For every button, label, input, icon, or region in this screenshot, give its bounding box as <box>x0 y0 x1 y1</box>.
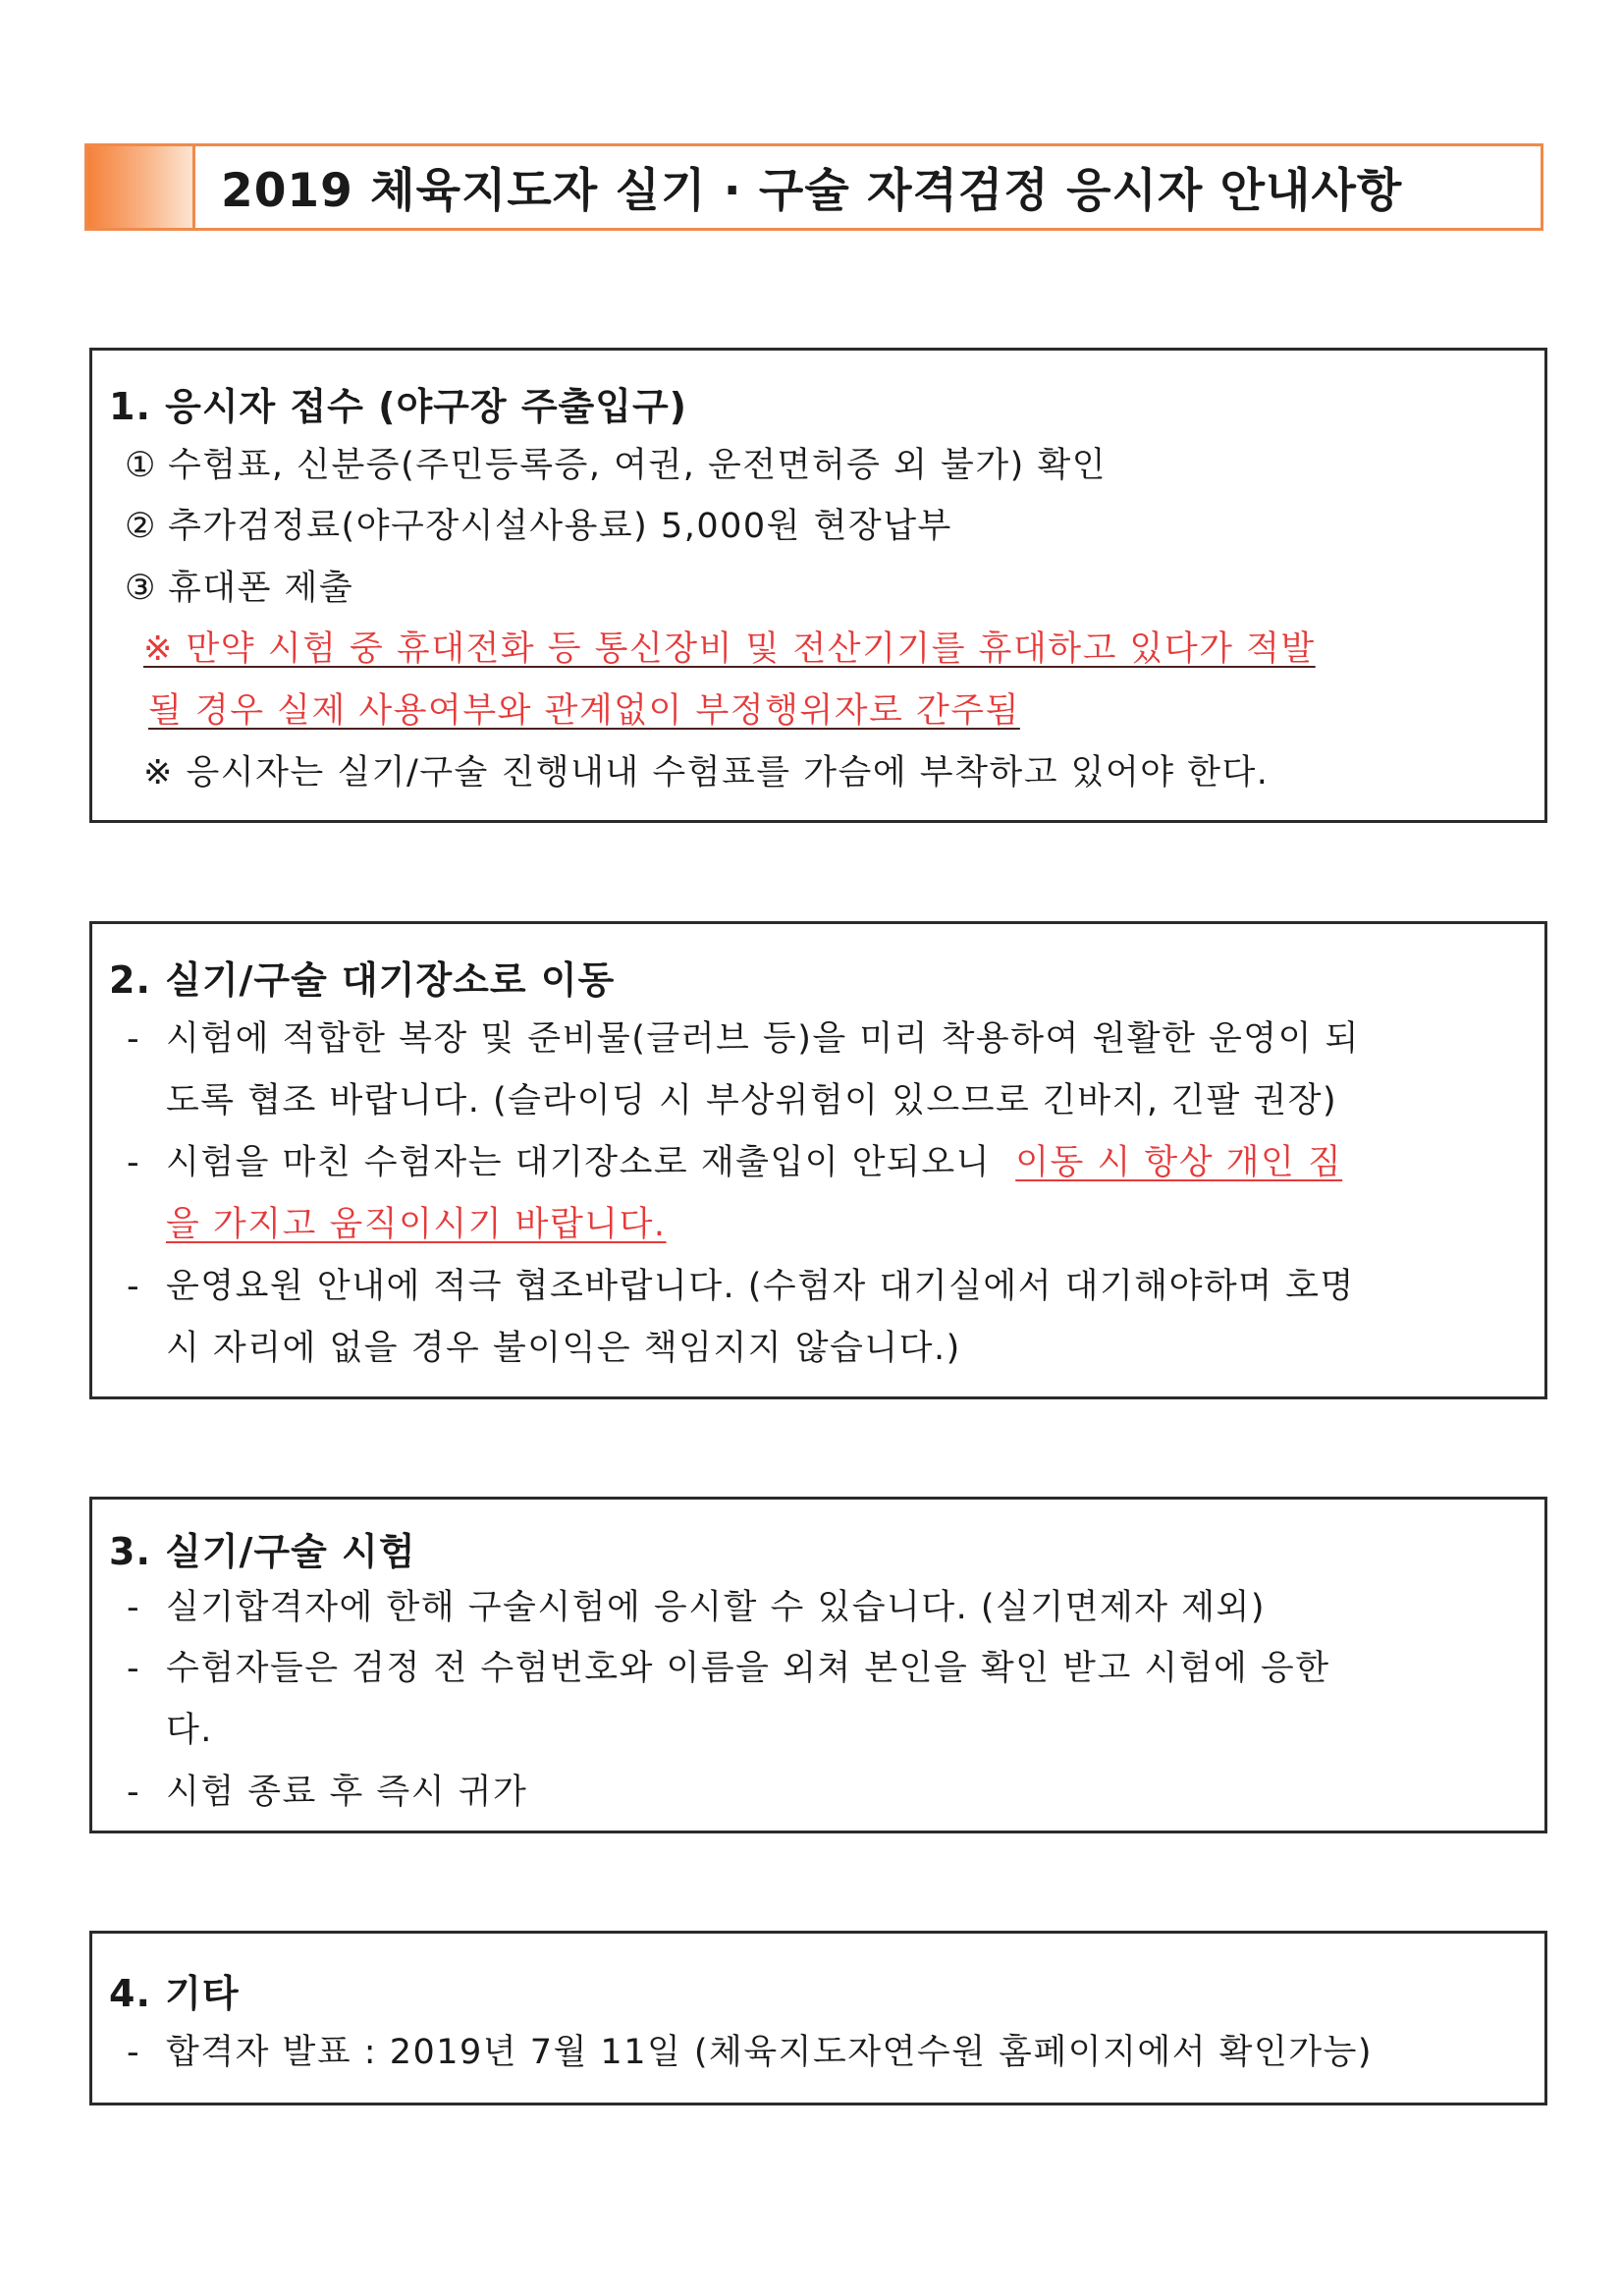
item-marker: ① <box>125 446 157 485</box>
bullet-dash: - <box>127 1019 141 1059</box>
item-text: 시험 종료 후 즉시 귀가 <box>166 1773 528 1812</box>
item-text: 수험표, 신분증(주민등록증, 여권, 운전면허증 외 불가) 확인 <box>168 446 1108 485</box>
bullet-dash: - <box>127 1143 141 1182</box>
item-text: 추가검정료(야구장시설사용료) 5,000원 현장납부 <box>168 507 952 546</box>
item-text: 시험에 적합한 복장 및 준비물(글러브 등)을 미리 착용하여 원활한 운영이 되 <box>166 1019 1360 1059</box>
list-item <box>127 1262 1355 1311</box>
item-text: 합격자 발표 : 2019년 7월 11일 (체육지도자연수원 홈페이지에서 확인가능) <box>166 2033 1374 2072</box>
list-item-continuation <box>166 1200 667 1249</box>
bullet-dash: - <box>127 1773 141 1812</box>
warning-line <box>143 625 1316 674</box>
item-text: 시험을 마친 수험자는 대기장소로 재출입이 안되오니 <box>166 1143 991 1182</box>
note-text: ※ 응시자는 실기/구술 진행내내 수험표를 가슴에 부착하고 있어야 한다. <box>143 753 1270 793</box>
list-item <box>125 502 952 551</box>
list-item <box>127 1138 1342 1187</box>
section-exam <box>89 1497 1547 1833</box>
list-item <box>127 1768 527 1817</box>
item-text: 시 자리에 없을 경우 불이익은 책임지지 않습니다.) <box>166 1329 961 1368</box>
item-text: 운영요원 안내에 적극 협조바랍니다. (수험자 대기실에서 대기해야하며 호명 <box>166 1267 1355 1306</box>
item-text: 휴대폰 제출 <box>168 569 354 608</box>
item-text: 도록 협조 바랍니다. (슬라이딩 시 부상위험이 있으므로 긴바지, 긴팔 권장) <box>166 1081 1338 1121</box>
list-item <box>127 1583 1266 1632</box>
bullet-dash: - <box>127 1588 141 1627</box>
list-item <box>127 2028 1373 2077</box>
section-heading: 3. 실기/구술 시험 <box>109 1530 416 1573</box>
note-line <box>143 748 1269 797</box>
title-banner <box>84 143 1543 231</box>
list-item <box>125 564 353 613</box>
bullet-dash: - <box>127 2033 141 2072</box>
list-item <box>125 441 1107 490</box>
item-text: 실기합격자에 한해 구술시험에 응시할 수 있습니다. (실기면제자 제외) <box>166 1588 1266 1627</box>
section-registration <box>89 348 1547 823</box>
item-marker: ② <box>125 507 157 546</box>
highlight-text: 이동 시 항상 개인 짐 <box>1015 1143 1343 1182</box>
title-accent-block <box>87 146 195 228</box>
list-item-continuation <box>166 1706 213 1755</box>
page-title: 2019 체육지도자 실기 · 구술 자격검정 응시자 안내사항 <box>221 164 1403 218</box>
list-item <box>127 1014 1360 1064</box>
bullet-dash: - <box>127 1267 141 1306</box>
warning-text: 될 경우 실제 사용여부와 관계없이 부정행위자로 간주됨 <box>148 691 1020 731</box>
section-waiting-area <box>89 921 1547 1399</box>
list-item <box>127 1644 1330 1693</box>
item-marker: ③ <box>125 569 157 608</box>
section-heading: 2. 실기/구술 대기장소로 이동 <box>109 958 616 1002</box>
bullet-dash: - <box>127 1649 141 1688</box>
list-item-continuation <box>166 1324 961 1373</box>
warning-line <box>148 686 1020 736</box>
highlight-text: 을 가지고 움직이시기 바랍니다. <box>166 1205 667 1244</box>
section-heading: 4. 기타 <box>109 1972 240 2015</box>
warning-text: ※ 만약 시험 중 휴대전화 등 통신장비 및 전산기기를 휴대하고 있다가 적발 <box>143 629 1316 669</box>
section-heading: 1. 응시자 접수 (야구장 주출입구) <box>109 385 688 428</box>
section-other <box>89 1931 1547 2105</box>
list-item-continuation <box>166 1076 1337 1125</box>
item-text: 다. <box>166 1711 213 1750</box>
item-text: 수험자들은 검정 전 수험번호와 이름을 외쳐 본인을 확인 받고 시험에 응한 <box>166 1649 1330 1688</box>
